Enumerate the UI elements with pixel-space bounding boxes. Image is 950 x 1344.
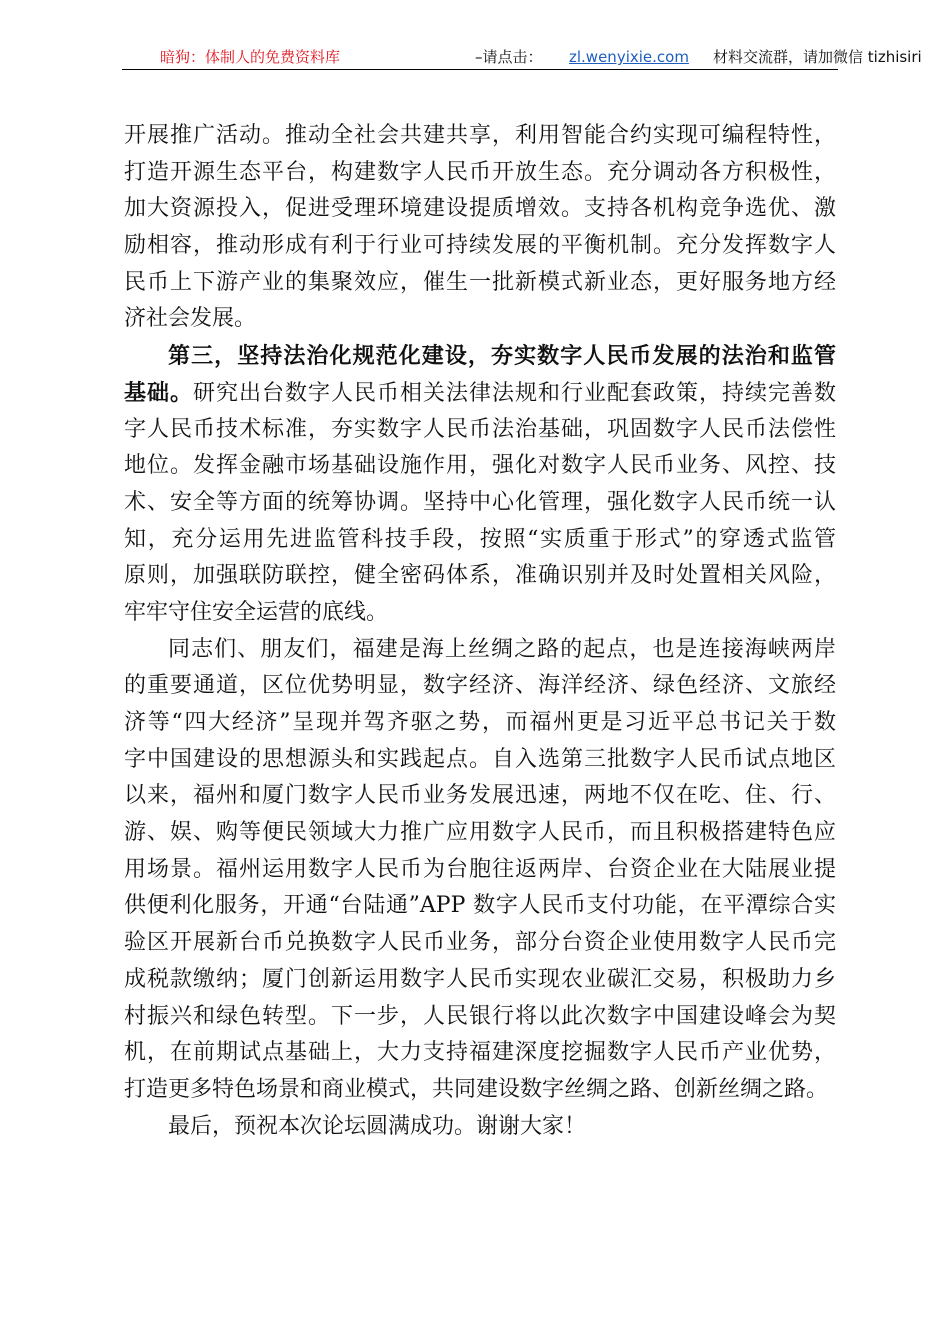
body-text: 术、安全等方面的统筹协调。坚持中心化管理，强化数字人民币统一认 (124, 489, 836, 515)
text-line (124, 999, 836, 1036)
text-line (124, 412, 836, 449)
body-text: 济社会发展。 (124, 306, 257, 332)
text-line (124, 338, 836, 375)
body-text: 研究出台数字人民币相关法律法规和行业配套政策，持续完善数 (193, 380, 836, 406)
body-text: 成税款缴纳；厦门创新运用数字人民币实现农业碳汇交易，积极助力乡 (124, 966, 836, 992)
text-line (124, 191, 836, 228)
paragraph (124, 338, 836, 632)
text-line (124, 962, 836, 999)
text-line (124, 265, 836, 302)
text-line (124, 485, 836, 522)
body-text: 字中国建设的思想源头和实践起点。自入选第三批数字人民币试点地区 (124, 746, 836, 772)
text-line (124, 375, 836, 412)
text-line (124, 815, 836, 852)
body-text: 加大资源投入，促进受理环境建设提质增效。支持各机构竞争选优、激 (124, 196, 836, 222)
body-text: 机，在前期试点基础上，大力支持福建深度挖掘数字人民币产业优势， (124, 1040, 836, 1066)
text-line (124, 742, 836, 779)
text-line (124, 668, 836, 705)
header-promo: 暗狗：体制人的免费资料库 (160, 48, 341, 66)
text-line (124, 155, 836, 192)
body-text: 地位。发挥金融市场基础设施作用，强化对数字人民币业务、风控、技 (124, 453, 836, 479)
body-text: 打造开源生态平台，构建数字人民币开放生态。充分调动各方积极性， (124, 159, 836, 185)
text-line (124, 595, 836, 632)
paragraph (124, 118, 836, 338)
text-line (124, 118, 836, 155)
body-text: 最后，预祝本次论坛圆满成功。谢谢大家！ (168, 1113, 587, 1139)
body-text: 村振兴和绿色转型。下一步，人民银行将以此次数字中国建设峰会为契 (124, 1003, 836, 1029)
paragraph (124, 1109, 836, 1146)
text-line (124, 852, 836, 889)
page-header (122, 47, 922, 70)
bold-heading-text: 基础。 (124, 379, 193, 406)
text-line (124, 301, 836, 338)
body-text: 牢牢守住安全运营的底线。 (124, 599, 389, 625)
text-line (124, 558, 836, 595)
body-text: 民币上下游产业的集聚效应，催生一批新模式新业态，更好服务地方经 (124, 269, 836, 295)
header-link[interactable]: zl.wenyixie.com (569, 48, 689, 66)
text-line (124, 448, 836, 485)
paragraph (124, 632, 836, 1109)
body-text: 以来，福州和厦门数字人民币业务发展迅速，两地不仅在吃、住、行、 (124, 783, 836, 809)
bold-heading-text: 第三，坚持法治化规范化建设，夯实数字人民币发展的法治和监管 (168, 343, 836, 370)
text-line (124, 1109, 836, 1146)
text-line (124, 1035, 836, 1072)
body-text: 开展推广活动。推动全社会共建共享，利用智能合约实现可编程特性， (124, 123, 836, 148)
document-body (124, 118, 836, 1145)
body-text: 打造更多特色场景和商业模式，共同建设数字丝绸之路、创新丝绸之路。 (124, 1076, 829, 1102)
text-line (124, 632, 836, 669)
body-text: 验区开展新台币兑换数字人民币业务，部分台资企业使用数字人民币完 (124, 930, 836, 956)
text-line (124, 925, 836, 962)
text-line (124, 888, 836, 925)
body-text: 同志们、朋友们，福建是海上丝绸之路的起点，也是连接海峡两岸 (168, 636, 836, 662)
text-line (124, 778, 836, 815)
body-text: 原则，加强联防联控，健全密码体系，准确识别并及时处置相关风险， (124, 563, 836, 589)
header-contact: 材料交流群，请加微信 tizhisiri (713, 48, 922, 66)
text-line (124, 228, 836, 265)
body-text: 济等“四大经济”呈现并驾齐驱之势，而福州更是习近平总书记关于数 (124, 710, 836, 735)
body-text: 励相容，推动形成有利于行业可持续发展的平衡机制。充分发挥数字人 (124, 233, 836, 259)
body-text: 知，充分运用先进监管科技手段，按照“实质重于形式”的穿透式监管 (124, 526, 836, 552)
body-text: 供便利化服务，开通“台陆通”APP 数字人民币支付功能，在平潭综合实 (124, 893, 836, 919)
body-text: 游、娱、购等便民领域大力推广应用数字人民币，而且积极搭建特色应 (124, 820, 836, 846)
header-click-label: –请点击： (475, 48, 543, 66)
text-line (124, 1072, 836, 1109)
body-text: 字人民币技术标准，夯实数字人民币法治基础，巩固数字人民币法偿性 (124, 416, 836, 442)
text-line (124, 522, 836, 559)
text-line (124, 705, 836, 742)
body-text: 用场景。福州运用数字人民币为台胞往返两岸、台资企业在大陆展业提 (124, 856, 836, 882)
body-text: 的重要通道，区位优势明显，数字经济、海洋经济、绿色经济、文旅经 (124, 673, 836, 699)
